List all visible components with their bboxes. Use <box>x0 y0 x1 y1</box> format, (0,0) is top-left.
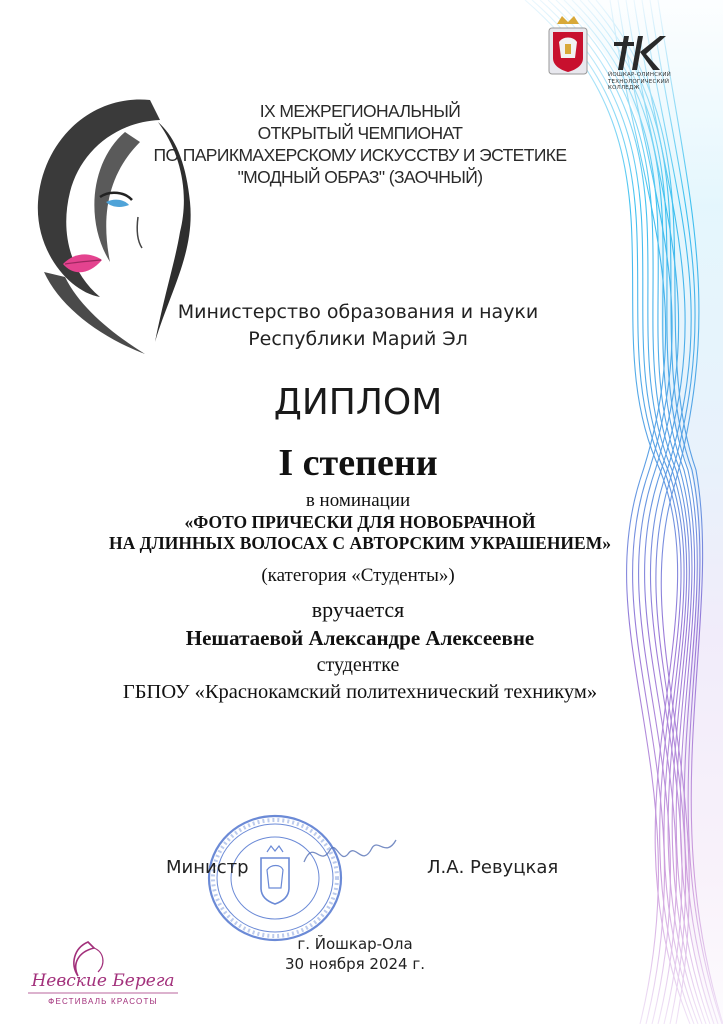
signature-name: Л.А. Ревуцкая <box>427 857 559 878</box>
mari-el-coat-of-arms-icon <box>545 14 591 86</box>
signature-scribble <box>300 828 400 878</box>
institution-name: ГБПОУ «Краснокамский политехнический техникум» <box>122 681 598 703</box>
footer-city: г. Йошкар-Ола <box>297 935 413 953</box>
nomination-intro: в номинации <box>305 490 411 511</box>
championship-line2: ОТКРЫТЫЙ ЧЕМПИОНАТ <box>257 123 463 143</box>
recipient-role: студентке <box>316 654 400 676</box>
college-name <box>608 72 688 92</box>
category: (категория «Студенты») <box>261 565 455 586</box>
nomination-title <box>40 512 680 554</box>
ministry-block <box>150 299 566 353</box>
college-name-line2: ТЕХНОЛОГИЧЕСКИЙ КОЛЛЕДЖ <box>608 78 670 91</box>
ministry-line1: Министерство образования и науки <box>177 301 539 323</box>
diploma-degree: I степени <box>278 442 438 484</box>
awarded-text: вручается <box>311 597 405 622</box>
footer-place-date <box>250 934 460 974</box>
footer-date: 30 ноября 2024 г. <box>284 955 426 973</box>
championship-line4: "МОДНЫЙ ОБРАЗ" (ЗАОЧНЫЙ) <box>237 167 483 187</box>
festival-sub: ФЕСТИВАЛЬ КРАСОТЫ <box>48 997 158 1006</box>
ministry-line2: Республики Марий Эл <box>248 328 468 350</box>
championship-line1: IX МЕЖРЕГИОНАЛЬНЫЙ <box>259 101 461 121</box>
championship-title <box>140 100 580 188</box>
recipient-name: Нешатаевой Александре Алексеевне <box>185 626 535 650</box>
diploma-title: ДИПЛОМ <box>273 382 443 423</box>
college-name-line1: ЙОШКАР-ОЛИНСКИЙ <box>608 72 671 78</box>
nomination-line1: «ФОТО ПРИЧЕСКИ ДЛЯ НОВОБРАЧНОЙ <box>184 512 536 532</box>
nomination-line2: НА ДЛИННЫХ ВОЛОСАХ С АВТОРСКИМ УКРАШЕНИЕМ» <box>109 533 611 553</box>
festival-name: Невские Берега <box>31 971 175 991</box>
championship-line3: ПО ПАРИКМАХЕРСКОМУ ИСКУССТВУ И ЭСТЕТИКЕ <box>153 145 567 165</box>
signature-title: Министр <box>166 857 249 878</box>
festival-logo <box>22 938 184 1008</box>
